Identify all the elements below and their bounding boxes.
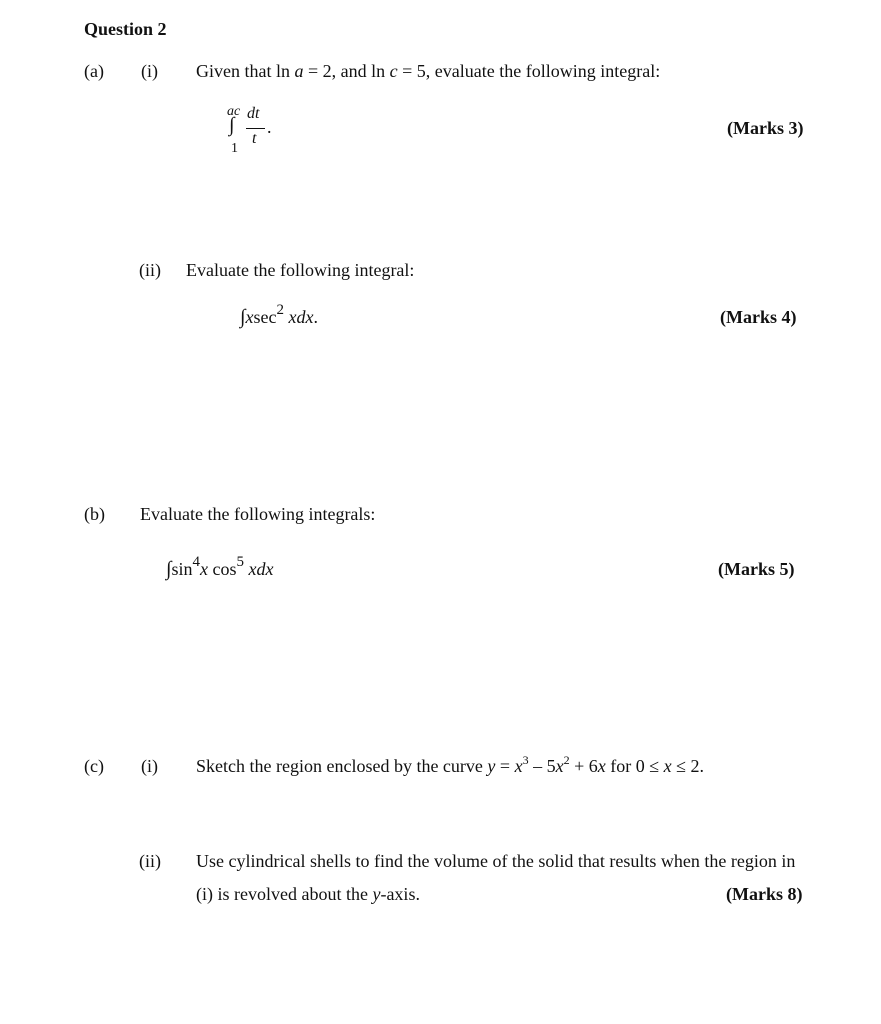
question-heading: Question 2 xyxy=(84,19,167,39)
part-c-ii-label: (ii) xyxy=(139,851,161,871)
part-a-ii-text: Evaluate the following integral: xyxy=(186,260,415,280)
integral-period: . xyxy=(313,307,318,327)
sin-func: sin xyxy=(171,559,193,579)
eq-2: = 5, evaluate the following integral: xyxy=(397,61,661,81)
var-y: y xyxy=(487,756,496,776)
part-a-i-label: (i) xyxy=(141,61,158,81)
cos-func: cos xyxy=(212,559,237,579)
integral-sign: ∫ xyxy=(166,558,172,580)
part-c-ii-line1: Use cylindrical shells to find the volume of the solid that results when the region in xyxy=(196,851,796,871)
exponent-4: 4 xyxy=(192,554,200,570)
var-x2: x xyxy=(555,756,564,776)
sketch-text: Sketch the region enclosed by the curve xyxy=(196,756,488,776)
eq-1: = 2, and xyxy=(303,61,372,81)
part-a-ii-label: (ii) xyxy=(139,260,161,280)
exp-2: 2 xyxy=(563,753,570,767)
exp-3: 3 xyxy=(522,753,529,767)
ln-c: ln xyxy=(371,61,386,81)
part-a-label: (a) xyxy=(84,61,104,81)
fraction-bar xyxy=(246,128,265,129)
line2-pre: (i) is revolved about the xyxy=(196,884,373,904)
exponent: 2 xyxy=(276,302,284,318)
integral-upper-limit: ac xyxy=(227,104,241,119)
plus-term: + 6 xyxy=(569,756,598,776)
part-c-ii-line2 xyxy=(196,884,420,905)
line2-y: y xyxy=(372,884,381,904)
integral-b xyxy=(166,554,274,581)
integral-period: . xyxy=(267,117,272,137)
integral-sign: ∫ xyxy=(240,306,246,328)
var-x: x xyxy=(200,559,208,579)
eq: = xyxy=(495,756,515,776)
ln-a: ln xyxy=(275,61,290,81)
line2-post: -axis. xyxy=(380,884,420,904)
part-c-label: (c) xyxy=(84,756,104,776)
xdx: xdx xyxy=(248,559,274,579)
fraction-denominator: t xyxy=(252,130,257,147)
part-a-i-text xyxy=(196,61,660,82)
var-x: x xyxy=(245,307,254,327)
fraction-numerator: dt xyxy=(247,105,260,122)
var-x4: x xyxy=(663,756,672,776)
given-text: Given that xyxy=(196,61,276,81)
sec-func: sec xyxy=(253,307,277,327)
xdx: xdx xyxy=(288,307,314,327)
minus-term: – 5 xyxy=(528,756,556,776)
part-b-text: Evaluate the following integrals: xyxy=(140,504,376,524)
marks-a-i: (Marks 3) xyxy=(727,118,804,138)
var-c: c xyxy=(389,61,398,81)
integral-lower-limit: 1 xyxy=(231,141,238,156)
part-b-label: (b) xyxy=(84,504,105,524)
part-c-i-label: (i) xyxy=(141,756,158,776)
exponent-5: 5 xyxy=(236,554,244,570)
marks-c: (Marks 8) xyxy=(726,884,803,904)
integral-sign: ∫ xyxy=(229,114,235,136)
var-a: a xyxy=(294,61,304,81)
marks-a-ii: (Marks 4) xyxy=(720,307,797,327)
var-x3: x xyxy=(597,756,606,776)
part-c-i-text xyxy=(196,753,704,777)
marks-b: (Marks 5) xyxy=(718,559,795,579)
var-x1: x xyxy=(514,756,523,776)
integral-a-ii xyxy=(240,302,318,329)
for-text: for 0 ≤ xyxy=(605,756,664,776)
range-end: ≤ 2. xyxy=(671,756,704,776)
